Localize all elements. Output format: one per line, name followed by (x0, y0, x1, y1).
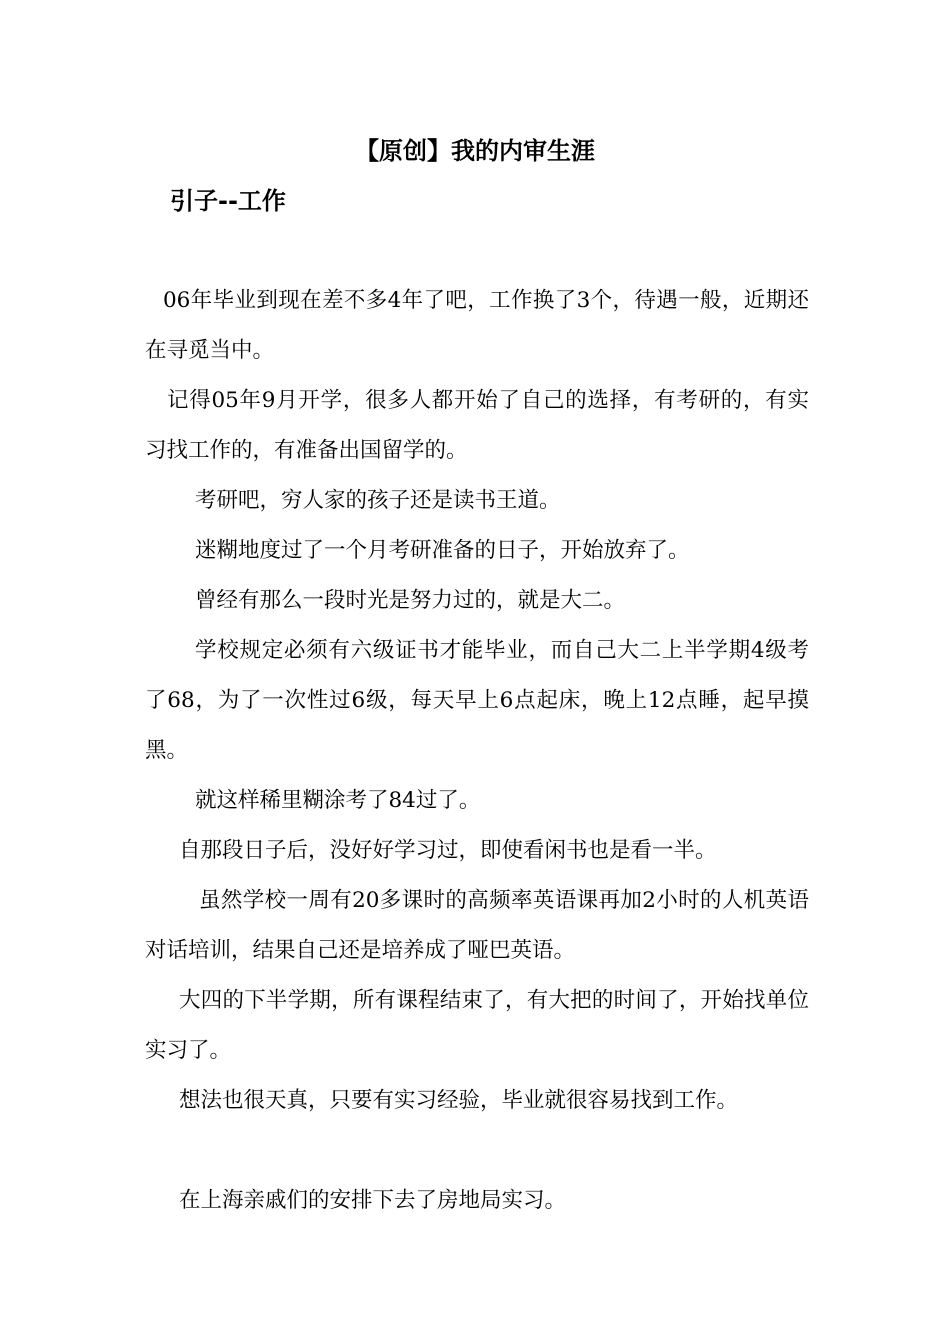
paragraph-10: 大四的下半学期，所有课程结束了，有大把的时间了，开始找单位实习了。 (145, 988, 809, 1063)
paragraph-9: 虽然学校一周有20多课时的高频率英语课再加2小时的人机英语对话培训，结果自己还是培养成了哑巴英语。 (145, 888, 809, 963)
paragraph-6: 学校规定必须有六级证书才能毕业，而自己大二上半学期4级考了68，为了一次性过6级，每天早上6点起床，晚上12点睡，起早摸黑。 (145, 638, 809, 763)
paragraph-2: 记得05年9月开学，很多人都开始了自己的选择，有考研的，有实习找工作的，有准备出国留学的。 (145, 388, 809, 463)
paragraph-5: 曾经有那么一段时光是努力过的，就是大二。 (195, 588, 626, 613)
section-heading: 引子--工作 (170, 187, 286, 215)
paragraph-12: 在上海亲戚们的安排下去了房地局实习。 (179, 1188, 567, 1213)
paragraph-4: 迷糊地度过了一个月考研准备的日子，开始放弃了。 (195, 538, 690, 563)
document-title: 【原创】我的内审生涯 (355, 137, 595, 165)
paragraph-1: 06年毕业到现在差不多4年了吧，工作换了3个，待遇一般，近期还在寻觅当中。 (145, 288, 809, 363)
paragraph-7: 就这样稀里糊涂考了84过了。 (195, 788, 481, 813)
paragraph-8: 自那段日子后，没好好学习过，即使看闲书也是看一半。 (179, 838, 717, 863)
paragraph-3: 考研吧，穷人家的孩子还是读书王道。 (195, 488, 561, 513)
paragraph-11: 想法也很天真，只要有实习经验，毕业就很容易找到工作。 (179, 1088, 739, 1113)
